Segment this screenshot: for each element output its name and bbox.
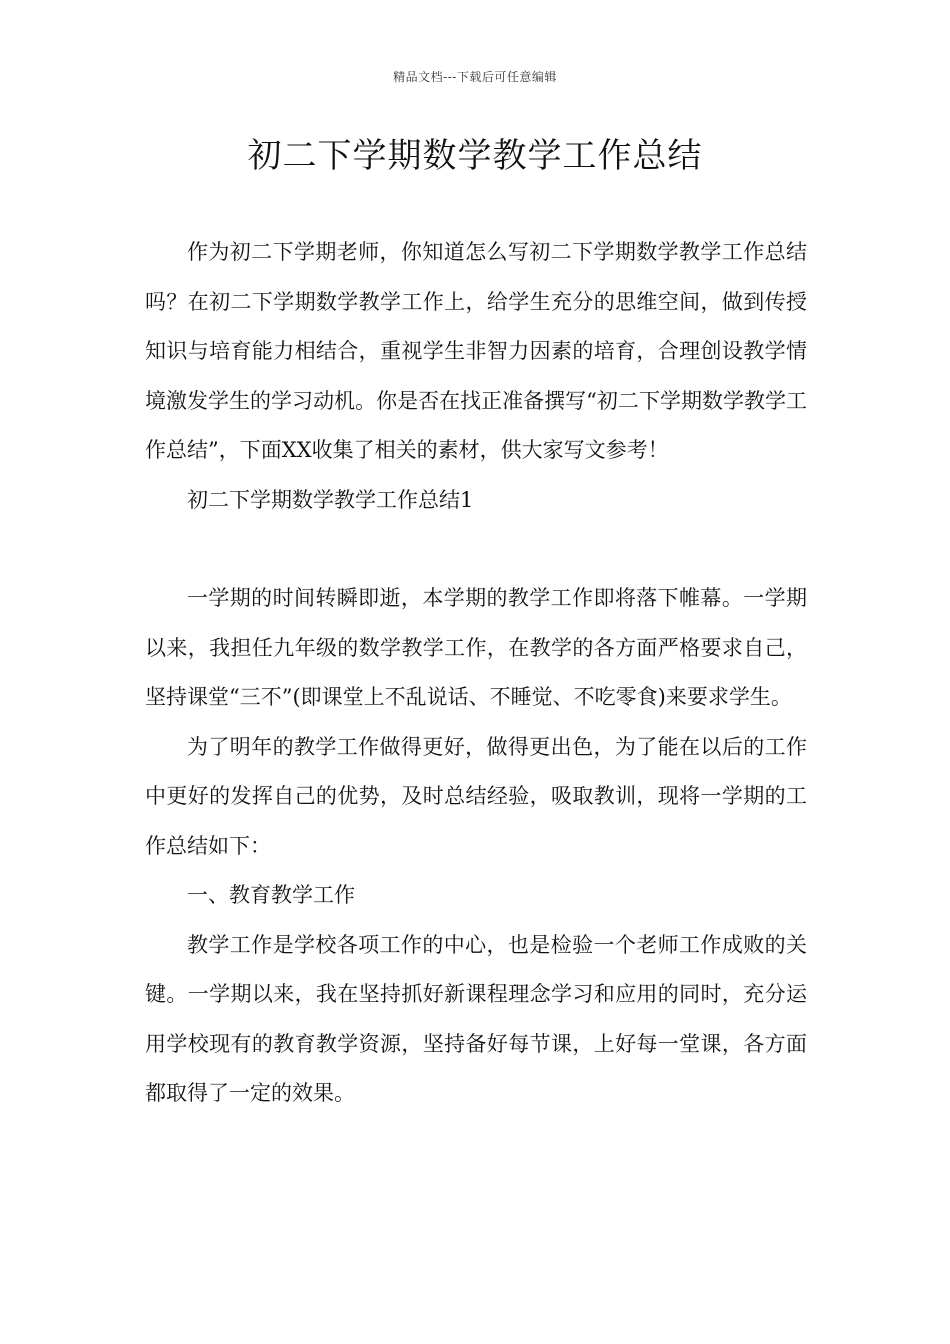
document-body xyxy=(145,228,807,1119)
intro-paragraph: 作为初二下学期老师，你知道怎么写初二下学期数学教学工作总结吗？在初二下学期数学教学工作上，给学生充分的思维空间，做到传授知识与培育能力相结合，重视学生非智力因素的培育，合理创设教学情境激发学生的学习动机。你是否在找正准备撰写“初二下学期数学教学工作总结”，下面XX收集了相关的素材，供大家写文参考！ xyxy=(145,240,807,462)
body-paragraph: 教学工作是学校各项工作的中心，也是检验一个老师工作成败的关键。一学期以来，我在坚持抓好新课程理念学习和应用的同时，充分运用学校现有的教育教学资源，坚持备好每节课，上好每一堂课，各方面都取得了一定的效果。 xyxy=(145,932,807,1105)
blank-line xyxy=(145,525,807,574)
body-paragraph: 一学期的时间转瞬即逝，本学期的教学工作即将落下帷幕。一学期以来，我担任九年级的数学教学工作，在教学的各方面严格要求自己，坚持课堂“三不”(即课堂上不乱说话、不睡觉、不吃零食)来要求学生。 xyxy=(145,586,807,709)
document-title: 初二下学期数学教学工作总结 xyxy=(247,136,703,176)
header-note: 精品文档---下载后可任意编辑 xyxy=(393,70,557,84)
subsection-heading: 一、教育教学工作 xyxy=(187,883,355,907)
body-paragraph: 为了明年的教学工作做得更好，做得更出色，为了能在以后的工作中更好的发挥自己的优势，及时总结经验，吸取教训，现将一学期的工作总结如下： xyxy=(145,734,807,858)
section-heading: 初二下学期数学教学工作总结1 xyxy=(187,487,474,512)
